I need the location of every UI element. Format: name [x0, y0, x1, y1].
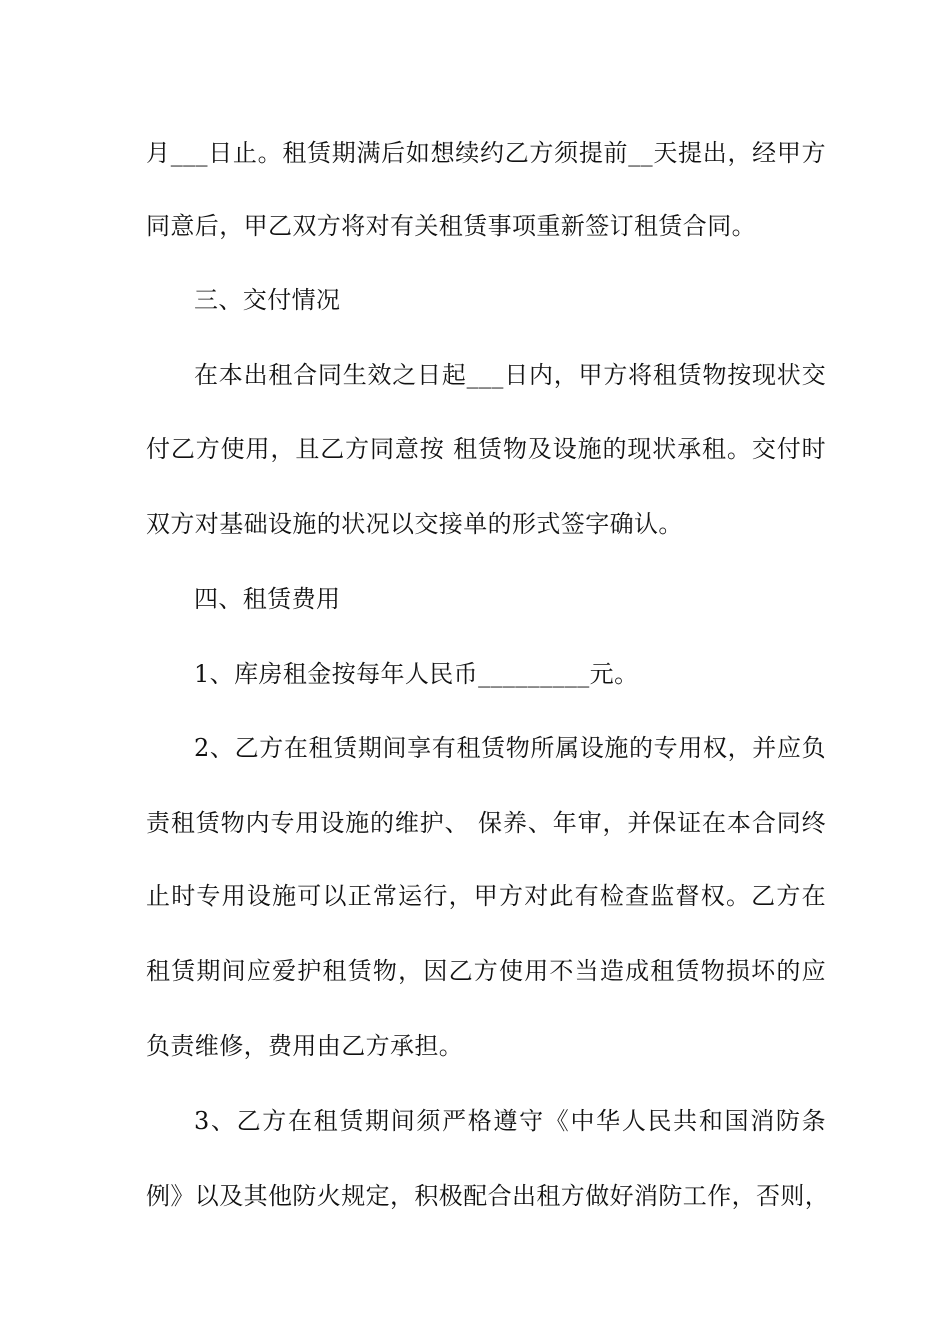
text-line: 租赁期间应爱护租赁物，因乙方使用不当造成租赁物损坏的应: [146, 957, 826, 985]
text-line: 负责维修，费用由乙方承担。: [146, 1032, 464, 1060]
section-heading: 四、租赁费用: [194, 585, 341, 613]
text-line: 例》以及其他防火规定，积极配合出租方做好消防工作，否则，: [146, 1182, 830, 1210]
text-line: 责租赁物内专用设施的维护、 保养、年审，并保证在本合同终: [146, 809, 826, 837]
section-heading: 三、交付情况: [194, 286, 341, 314]
text-line: 止时专用设施可以正常运行，甲方对此有检查监督权。乙方在: [146, 882, 826, 910]
text-line: 2、乙方在租赁期间享有租赁物所属设施的专用权，并应负: [194, 734, 826, 762]
text-line: 付乙方使用，且乙方同意按 租赁物及设施的现状承租。交付时: [146, 435, 826, 463]
text-line: 月___日止。租赁期满后如想续约乙方须提前__天提出，经甲方: [146, 139, 826, 167]
text-line: 双方对基础设施的状况以交接单的形式签字确认。: [146, 510, 683, 538]
text-line: 3、乙方在租赁期间须严格遵守《中华人民共和国消防条: [194, 1107, 826, 1135]
text-line: 1、库房租金按每年人民币_________元。: [194, 660, 639, 688]
text-line: 同意后，甲乙双方将对有关租赁事项重新签订租赁合同。: [146, 212, 756, 240]
text-line: 在本出租合同生效之日起___日内，甲方将租赁物按现状交: [194, 361, 826, 389]
